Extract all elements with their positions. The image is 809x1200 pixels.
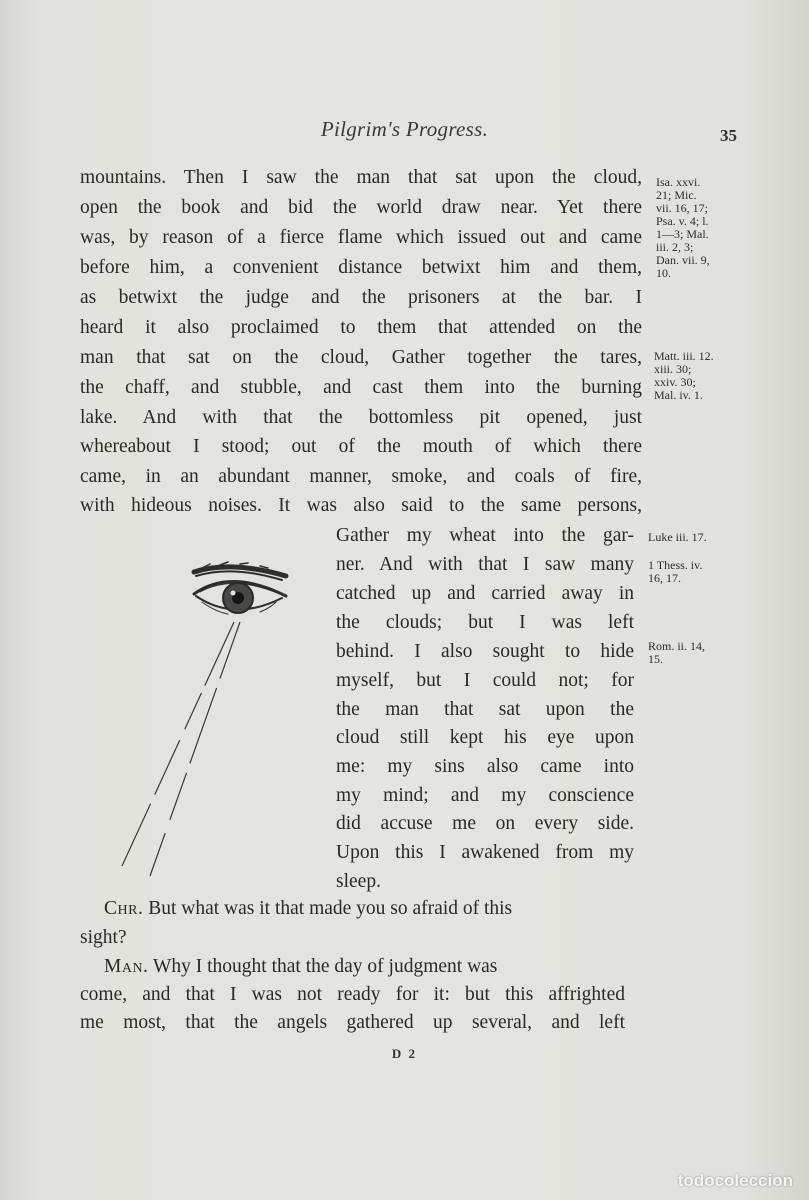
body-line: man that sat on the cloud, Gather together the tares,: [80, 347, 642, 368]
margin-note-line: 1—3; Mal.: [656, 227, 709, 241]
signature-mark: D 2: [391, 1046, 418, 1061]
dialogue-line: [104, 898, 512, 920]
margin-note-line: Luke iii. 17.: [648, 530, 707, 544]
body-line: was, by reason of a fierce flame which issued out and came: [80, 227, 642, 248]
margin-note-line: Matt. iii. 12.: [654, 349, 714, 363]
body-line: whereabout I stood; out of the mouth of which there: [80, 436, 642, 457]
margin-note: [648, 640, 705, 666]
body-line: came, in an abundant manner, smoke, and coals of fire,: [80, 466, 642, 487]
dialogue-line: [104, 956, 497, 978]
margin-note-line: Dan. vii. 9,: [656, 253, 710, 267]
watermark: todocoleccion: [677, 1171, 793, 1190]
speaker-label: Man.: [104, 956, 149, 977]
body-line: myself, but I could not; for: [336, 670, 634, 691]
body-line: open the book and bid the world draw near. Yet there: [80, 197, 642, 218]
margin-note-line: 15.: [648, 652, 663, 666]
body-line: the clouds; but I was left: [336, 612, 634, 633]
body-line: cloud still kept his eye upon: [336, 727, 634, 748]
body-line: did accuse me on every side.: [336, 813, 634, 834]
dialogue-text: Why I thought that the day of judgment was: [152, 956, 498, 977]
body-line: behind. I also sought to hide: [336, 641, 634, 662]
page-number: 35: [720, 126, 737, 145]
body-line: mountains. Then I saw the man that sat upon the cloud,: [80, 167, 642, 188]
body-line: catched up and carried away in: [336, 583, 634, 604]
margin-note: [648, 531, 707, 544]
eye-icon: [110, 556, 310, 886]
margin-note-line: vii. 16, 17;: [656, 201, 709, 215]
body-line: ner. And with that I saw many: [336, 554, 634, 575]
body-line: sleep.: [336, 871, 381, 892]
margin-note-line: 16, 17.: [648, 571, 681, 585]
running-title: Pilgrim's Progress.: [320, 117, 489, 141]
body-line: my mind; and my conscience: [336, 785, 634, 806]
body-line: Upon this I awakened from my: [336, 842, 634, 863]
margin-note-line: Psa. v. 4; l.: [656, 214, 709, 228]
body-line: lake. And with that the bottomless pit opened, just: [80, 407, 642, 428]
speaker-label: Chr.: [104, 898, 144, 919]
body-line: the chaff, and stubble, and cast them into the burning: [80, 377, 642, 398]
margin-note-line: 1 Thess. iv.: [648, 558, 703, 572]
margin-note-line: xxiv. 30;: [654, 375, 696, 389]
margin-note-line: iii. 2, 3;: [656, 240, 694, 254]
margin-note-line: Rom. ii. 14,: [648, 639, 706, 653]
body-line: me: my sins also came into: [336, 756, 634, 777]
margin-note-line: 10.: [656, 266, 671, 280]
body-line: me most, that the angels gathered up several, and left: [80, 1012, 625, 1033]
body-line: before him, a convenient distance betwixt him and them,: [80, 257, 642, 278]
dialogue-text: But what was it that made you so afraid of this: [148, 898, 513, 919]
margin-note: [656, 176, 710, 280]
body-line: come, and that I was not ready for it: but this affrighted: [80, 984, 625, 1005]
margin-note-line: xiii. 30;: [654, 362, 692, 376]
body-line: the man that sat upon the: [336, 699, 634, 720]
margin-note-line: 21; Mic.: [656, 188, 697, 202]
margin-note: [654, 350, 714, 402]
margin-note-line: Isa. xxvi.: [656, 175, 701, 189]
body-line: as betwixt the judge and the prisoners at the bar. I: [80, 287, 642, 308]
margin-note-line: Mal. iv. 1.: [654, 388, 703, 402]
body-line: Gather my wheat into the gar-: [336, 525, 634, 546]
margin-note: [648, 559, 702, 585]
body-line: heard it also proclaimed to them that attended on the: [80, 317, 642, 338]
body-line: with hideous noises. It was also said to the same persons,: [80, 495, 642, 516]
body-line: sight?: [80, 927, 127, 948]
